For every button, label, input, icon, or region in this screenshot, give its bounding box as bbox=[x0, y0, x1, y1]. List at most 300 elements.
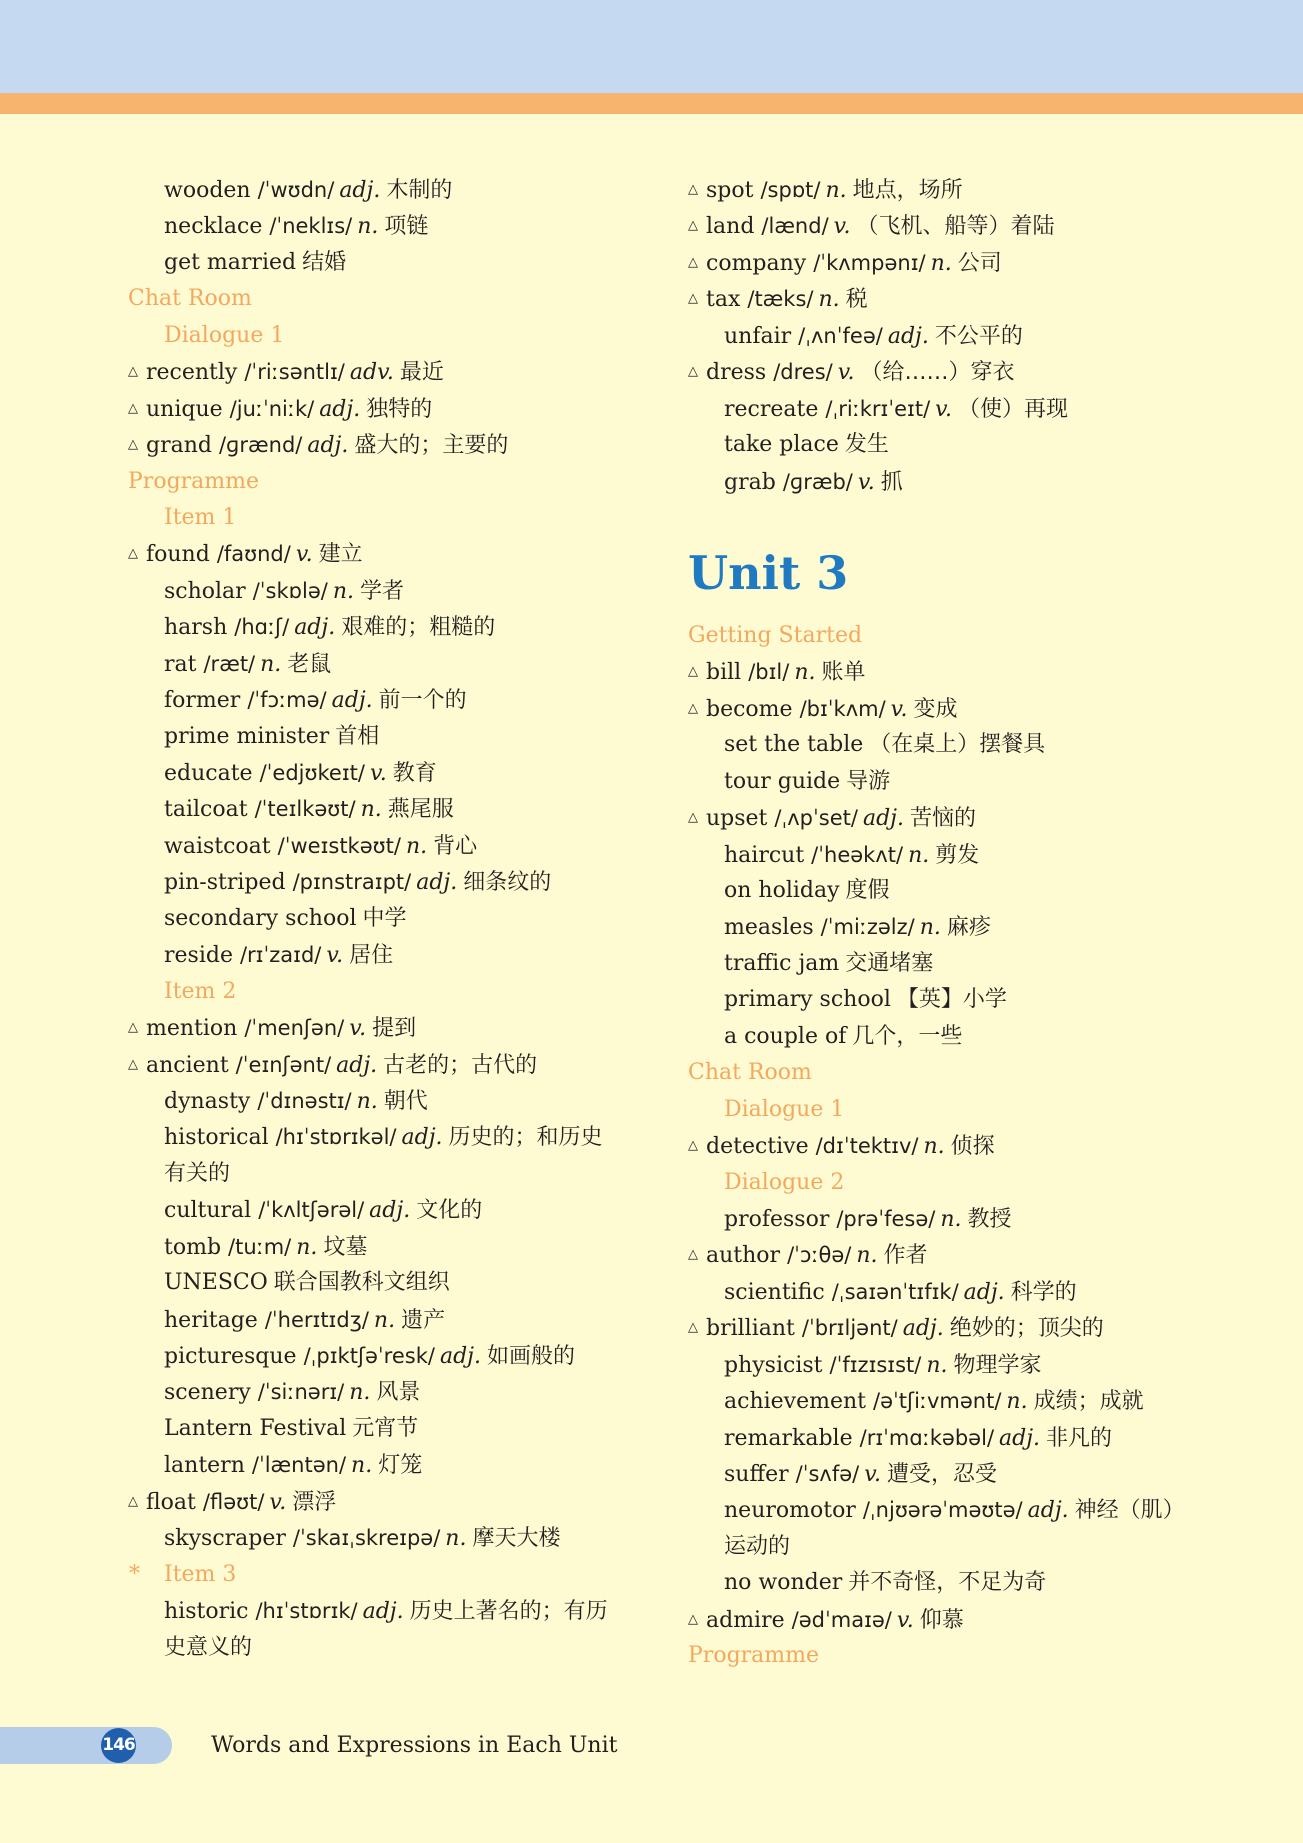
meaning-text: 灯笼 bbox=[378, 1453, 423, 1479]
phonetic: /ˈkʌltʃərəl/ bbox=[258, 1198, 365, 1223]
vocab-word: on holiday bbox=[724, 878, 840, 903]
triangle-marker: △ bbox=[688, 364, 698, 380]
vocab-word: haircut bbox=[724, 842, 805, 868]
section-label: Programme bbox=[128, 468, 260, 494]
header-stripe bbox=[0, 93, 1303, 114]
vocab-entry bbox=[688, 1602, 1188, 1638]
vocab-entry bbox=[128, 1374, 638, 1410]
triangle-marker: △ bbox=[688, 1320, 698, 1336]
vocab-entry bbox=[128, 1010, 638, 1046]
vocab-word: professor bbox=[724, 1206, 830, 1232]
phonetic: /ˌriːkrɪˈeɪt/ bbox=[825, 396, 931, 421]
vocab-entry bbox=[688, 1274, 1188, 1310]
vocab-entry bbox=[688, 208, 1188, 244]
phonetic: /spɒt/ bbox=[760, 178, 821, 202]
phonetic: /hɑːʃ/ bbox=[234, 615, 290, 640]
vocab-entry bbox=[128, 1338, 638, 1374]
phonetic: /ɡrænd/ bbox=[218, 433, 303, 458]
vocab-entry bbox=[128, 1411, 638, 1447]
vocab-entry bbox=[688, 1201, 1188, 1237]
phonetic: /ˈmenʃən/ bbox=[244, 1016, 345, 1041]
phonetic: /pɪnstraɪpt/ bbox=[292, 870, 412, 895]
part-of-speech: adj. bbox=[319, 396, 361, 422]
phonetic: /ˈedjʊkeɪt/ bbox=[259, 761, 365, 785]
vocab-entry bbox=[128, 1119, 638, 1155]
entry-continuation bbox=[128, 1630, 638, 1666]
vocab-word: admire bbox=[706, 1607, 785, 1633]
meaning-text: 风景 bbox=[376, 1380, 421, 1406]
section-heading bbox=[688, 1638, 1188, 1674]
meaning-text: 不公平的 bbox=[934, 323, 1023, 349]
part-of-speech: n. bbox=[825, 178, 847, 203]
meaning-text: 项链 bbox=[384, 214, 429, 240]
meaning-text: 度假 bbox=[845, 878, 890, 903]
part-of-speech: n. bbox=[856, 1243, 878, 1269]
meaning-text: 交通堵塞 bbox=[845, 950, 934, 976]
vocab-word: lantern bbox=[164, 1453, 245, 1479]
vocab-word: scenery bbox=[164, 1380, 251, 1406]
vocab-word: cultural bbox=[164, 1198, 252, 1224]
meaning-text: （给……）穿衣 bbox=[860, 360, 1015, 386]
vocab-entry bbox=[128, 937, 638, 973]
meaning-text: 最近 bbox=[399, 360, 444, 386]
phonetic: /dɪˈtektɪv/ bbox=[815, 1134, 919, 1159]
phonetic: /ˈheəkʌt/ bbox=[811, 842, 904, 867]
vocab-word: become bbox=[706, 696, 793, 722]
part-of-speech: adj. bbox=[369, 1198, 411, 1224]
vocab-word: company bbox=[706, 250, 807, 276]
part-of-speech: n. bbox=[357, 214, 379, 240]
section-label: Item 2 bbox=[164, 978, 237, 1004]
vocab-word: set the table bbox=[724, 732, 864, 758]
meaning-text: 绝妙的；顶尖的 bbox=[949, 1316, 1104, 1342]
part-of-speech: n. bbox=[360, 797, 382, 823]
part-of-speech: v. bbox=[326, 943, 344, 969]
vocab-word: no wonder bbox=[724, 1570, 843, 1596]
vocab-word: harsh bbox=[164, 615, 228, 641]
vocab-word: pin-striped bbox=[164, 870, 286, 896]
entry-continuation bbox=[128, 1156, 638, 1192]
meaning-text: 老鼠 bbox=[287, 651, 332, 677]
vocab-entry bbox=[688, 909, 1188, 945]
entry-continuation bbox=[688, 1529, 1188, 1565]
phonetic: /ˌpɪktʃəˈresk/ bbox=[303, 1344, 435, 1368]
phonetic: /lænd/ bbox=[761, 214, 829, 239]
vocab-word: unique bbox=[146, 396, 223, 422]
triangle-marker: △ bbox=[688, 1247, 698, 1263]
part-of-speech: n. bbox=[794, 660, 816, 686]
phonetic: /ˌsaɪənˈtɪfɪk/ bbox=[831, 1279, 959, 1304]
part-of-speech: n. bbox=[351, 1453, 373, 1479]
vocab-word: grand bbox=[146, 433, 212, 459]
footer-title: Words and Expressions in Each Unit bbox=[211, 1733, 618, 1758]
vocab-entry bbox=[128, 1083, 638, 1119]
part-of-speech: n. bbox=[296, 1234, 318, 1260]
meaning-text: 结婚 bbox=[302, 249, 347, 275]
phonetic: /ˈriːsəntlɪ/ bbox=[244, 360, 345, 385]
meaning-text: 建立 bbox=[318, 542, 363, 568]
triangle-marker: △ bbox=[128, 546, 138, 562]
vocab-word: found bbox=[146, 542, 210, 568]
right-column bbox=[688, 172, 1188, 1675]
vocab-word: land bbox=[706, 214, 755, 240]
phonetic: /ˈlæntən/ bbox=[251, 1453, 347, 1478]
part-of-speech: v. bbox=[935, 396, 952, 422]
vocab-entry bbox=[688, 1383, 1188, 1419]
meaning-text: 文化的 bbox=[416, 1198, 483, 1224]
vocab-entry bbox=[688, 172, 1188, 208]
triangle-marker: △ bbox=[128, 437, 138, 453]
part-of-speech: v. bbox=[896, 1607, 914, 1633]
vocab-entry bbox=[688, 946, 1188, 982]
part-of-speech: adj. bbox=[362, 1599, 404, 1625]
vocab-entry bbox=[688, 1565, 1188, 1601]
meaning-text: 学者 bbox=[360, 578, 405, 604]
phonetic: /ədˈmaɪə/ bbox=[791, 1607, 892, 1632]
phonetic: /ˈfɔːmə/ bbox=[247, 688, 327, 713]
phonetic: /ˈfɪzɪsɪst/ bbox=[829, 1352, 922, 1377]
vocab-word: tax bbox=[706, 287, 741, 313]
phonetic: /tuːm/ bbox=[228, 1234, 292, 1259]
part-of-speech: adj. bbox=[336, 1052, 378, 1078]
meaning-text: 居住 bbox=[349, 943, 394, 969]
triangle-marker: △ bbox=[688, 664, 698, 680]
section-heading bbox=[128, 1557, 638, 1593]
meaning-text: 变成 bbox=[913, 696, 958, 722]
meaning-text: 苦恼的 bbox=[909, 806, 976, 832]
part-of-speech: n. bbox=[349, 1380, 371, 1406]
section-label: Programme bbox=[688, 1643, 820, 1669]
part-of-speech: n. bbox=[405, 833, 428, 859]
vocab-word: scholar bbox=[164, 578, 246, 604]
vocab-entry bbox=[128, 172, 638, 208]
meaning-text: 税 bbox=[845, 287, 868, 313]
vocab-word: neuromotor bbox=[724, 1498, 856, 1524]
meaning-text: 历史的；和历史 bbox=[448, 1125, 603, 1151]
part-of-speech: adj. bbox=[416, 870, 458, 896]
meaning-text: 抓 bbox=[880, 469, 903, 495]
vocab-entry bbox=[688, 427, 1188, 463]
part-of-speech: n. bbox=[923, 1134, 945, 1160]
phonetic: /hɪˈstɒrɪk/ bbox=[255, 1599, 358, 1624]
vocab-word: take place bbox=[724, 432, 839, 458]
phonetic: /ˌnjʊərəˈməʊtə/ bbox=[862, 1498, 1023, 1523]
footer-tab bbox=[0, 1727, 172, 1764]
page-number: 146 bbox=[101, 1728, 136, 1763]
vocab-word: get married bbox=[164, 249, 297, 275]
meaning-text: 背心 bbox=[433, 833, 478, 859]
part-of-speech: n. bbox=[919, 915, 941, 941]
vocab-entry bbox=[688, 727, 1188, 763]
vocab-entry bbox=[128, 1265, 638, 1301]
part-of-speech: adj. bbox=[439, 1344, 481, 1369]
vocab-entry bbox=[688, 1492, 1188, 1528]
part-of-speech: adj. bbox=[902, 1316, 944, 1342]
triangle-marker: △ bbox=[128, 1056, 138, 1072]
meaning-text: 遭受，忍受 bbox=[887, 1462, 998, 1487]
phonetic: /bɪl/ bbox=[748, 660, 790, 685]
vocab-entry bbox=[128, 1229, 638, 1265]
meaning-text: 几个，一些 bbox=[852, 1023, 963, 1049]
meaning-text: 导游 bbox=[846, 768, 891, 794]
triangle-marker: △ bbox=[128, 400, 138, 416]
part-of-speech: v. bbox=[269, 1489, 287, 1515]
phonetic: /ˈɔːθə/ bbox=[787, 1243, 852, 1268]
meaning-text: 发生 bbox=[844, 432, 889, 458]
vocab-entry bbox=[128, 536, 638, 572]
vocab-entry bbox=[128, 1302, 638, 1338]
phonetic: /hɪˈstɒrɪkəl/ bbox=[275, 1125, 397, 1150]
vocab-word: recreate bbox=[724, 396, 819, 422]
triangle-marker: △ bbox=[688, 700, 698, 716]
meaning-text: 侦探 bbox=[950, 1134, 995, 1160]
part-of-speech: n. bbox=[818, 287, 840, 313]
part-of-speech: adj. bbox=[1027, 1498, 1069, 1524]
meaning-text: 细条纹的 bbox=[463, 870, 552, 896]
vocab-entry bbox=[688, 464, 1188, 500]
triangle-marker: △ bbox=[128, 1020, 138, 1036]
vocab-word: dynasty bbox=[164, 1088, 251, 1114]
vocab-entry bbox=[128, 609, 638, 645]
triangle-marker: △ bbox=[688, 291, 698, 307]
vocab-entry bbox=[688, 654, 1188, 690]
phonetic: /ˈdɪnəstɪ/ bbox=[257, 1088, 352, 1113]
phonetic: /ɡræb/ bbox=[782, 469, 853, 494]
vocab-word: suffer bbox=[724, 1462, 789, 1487]
vocab-word: recently bbox=[146, 360, 238, 386]
phonetic: /ræt/ bbox=[203, 651, 256, 676]
vocab-word: float bbox=[146, 1489, 196, 1515]
meaning-text: 首相 bbox=[335, 723, 380, 749]
section-label: Item 3 bbox=[164, 1561, 237, 1587]
meaning-text: （飞机、船等）着陆 bbox=[856, 214, 1055, 240]
vocab-word: ancient bbox=[146, 1052, 229, 1078]
vocab-entry bbox=[128, 719, 638, 755]
phonetic: /ˈbrɪljənt/ bbox=[801, 1316, 898, 1341]
vocab-entry bbox=[128, 354, 638, 390]
part-of-speech: v. bbox=[349, 1016, 367, 1042]
meaning-text: 教授 bbox=[967, 1206, 1012, 1232]
part-of-speech: v. bbox=[864, 1462, 882, 1487]
vocab-entry bbox=[128, 245, 638, 281]
vocab-entry bbox=[688, 764, 1188, 800]
meaning-text: 坟墓 bbox=[323, 1234, 368, 1260]
phonetic: /ˈsʌfə/ bbox=[795, 1462, 860, 1486]
vocab-word: upset bbox=[706, 806, 768, 832]
meaning-text: 神经（肌） bbox=[1074, 1498, 1185, 1524]
phonetic: /bɪˈkʌm/ bbox=[799, 696, 886, 721]
meaning-text: 地点，场所 bbox=[852, 178, 963, 203]
vocab-word: grab bbox=[724, 469, 776, 495]
section-label: Dialogue 2 bbox=[724, 1169, 845, 1195]
section-heading bbox=[688, 618, 1188, 654]
vocab-word: unfair bbox=[724, 323, 792, 349]
phonetic: /ˈmiːzəlz/ bbox=[820, 915, 915, 940]
meaning-text: 漂浮 bbox=[292, 1489, 337, 1515]
vocab-entry bbox=[128, 573, 638, 609]
vocab-entry bbox=[128, 682, 638, 718]
meaning-text: 提到 bbox=[372, 1016, 417, 1042]
phonetic: /prəˈfesə/ bbox=[836, 1206, 936, 1231]
part-of-speech: adj. bbox=[963, 1279, 1005, 1305]
part-of-speech: adj. bbox=[999, 1425, 1041, 1451]
vocab-entry bbox=[688, 837, 1188, 873]
vocab-word: secondary school bbox=[164, 905, 357, 931]
vocab-entry bbox=[688, 691, 1188, 727]
vocab-word: a couple of bbox=[724, 1023, 847, 1049]
part-of-speech: adj. bbox=[294, 615, 336, 641]
vocab-entry bbox=[128, 1593, 638, 1629]
vocab-word: tailcoat bbox=[164, 797, 248, 823]
vocab-entry bbox=[128, 1484, 638, 1520]
vocab-entry bbox=[128, 646, 638, 682]
phonetic: /faʊnd/ bbox=[216, 542, 291, 567]
phonetic: /ˈwʊdn/ bbox=[257, 178, 335, 202]
phonetic: /ˌʌpˈset/ bbox=[774, 806, 858, 831]
part-of-speech: v. bbox=[890, 696, 908, 722]
part-of-speech: n. bbox=[908, 842, 930, 868]
triangle-marker: △ bbox=[688, 1138, 698, 1154]
phonetic: /rɪˈzaɪd/ bbox=[239, 943, 322, 968]
vocab-word: waistcoat bbox=[164, 833, 271, 859]
vocab-entry bbox=[128, 901, 638, 937]
triangle-marker: △ bbox=[688, 1611, 698, 1627]
meaning-text: 历史上著名的；有历 bbox=[409, 1599, 608, 1625]
meaning-text: 中学 bbox=[362, 905, 407, 931]
vocab-word: reside bbox=[164, 943, 233, 969]
meaning-text: 并不奇怪，不足为奇 bbox=[848, 1570, 1047, 1596]
vocab-entry bbox=[688, 245, 1188, 281]
phonetic: /ˈskaɪˌskreɪpə/ bbox=[292, 1526, 441, 1551]
vocab-entry bbox=[128, 1447, 638, 1483]
part-of-speech: adv. bbox=[349, 360, 394, 386]
vocab-entry bbox=[128, 391, 638, 427]
vocab-word: UNESCO bbox=[164, 1270, 268, 1296]
vocab-word: tour guide bbox=[724, 768, 841, 794]
vocab-word: necklace bbox=[164, 214, 263, 240]
section-heading bbox=[128, 500, 638, 536]
part-of-speech: v. bbox=[369, 761, 387, 786]
part-of-speech: n. bbox=[332, 578, 354, 604]
meaning-text: 盛大的；主要的 bbox=[354, 433, 509, 459]
meaning-text: 联合国教科文组织 bbox=[273, 1270, 450, 1296]
part-of-speech: n. bbox=[926, 1352, 948, 1378]
section-label: Chat Room bbox=[688, 1060, 812, 1086]
part-of-speech: n. bbox=[940, 1206, 962, 1232]
part-of-speech: v. bbox=[833, 214, 851, 240]
part-of-speech: n. bbox=[445, 1526, 467, 1552]
header-band bbox=[0, 0, 1303, 93]
vocab-entry bbox=[688, 318, 1188, 354]
meaning-text: 独特的 bbox=[366, 396, 433, 422]
vocab-entry bbox=[688, 281, 1188, 317]
vocab-entry bbox=[688, 982, 1188, 1018]
part-of-speech: adj. bbox=[862, 806, 904, 832]
part-of-speech: n. bbox=[260, 651, 282, 677]
meaning-text: 朝代 bbox=[383, 1088, 428, 1114]
meaning-text: 【英】小学 bbox=[896, 987, 1007, 1013]
vocab-word: wooden bbox=[164, 178, 251, 203]
vocab-word: heritage bbox=[164, 1307, 258, 1333]
part-of-speech: adj. bbox=[401, 1125, 443, 1151]
vocab-entry bbox=[128, 427, 638, 463]
vocab-entry bbox=[688, 1237, 1188, 1273]
section-heading bbox=[128, 318, 638, 354]
meaning-text: 遗产 bbox=[401, 1307, 446, 1333]
vocab-word: brilliant bbox=[706, 1316, 795, 1342]
meaning-text: 如画般的 bbox=[486, 1344, 575, 1369]
vocab-entry bbox=[688, 1310, 1188, 1346]
vocab-entry bbox=[128, 1192, 638, 1228]
part-of-speech: adj. bbox=[307, 433, 349, 459]
vocab-entry bbox=[128, 1047, 638, 1083]
triangle-marker: △ bbox=[128, 1493, 138, 1509]
phonetic: /rɪˈmɑːkəbəl/ bbox=[859, 1425, 995, 1450]
unit-heading: Unit 3 bbox=[688, 545, 849, 600]
vocab-entry bbox=[128, 755, 638, 791]
vocab-entry bbox=[688, 800, 1188, 836]
vocab-word: spot bbox=[706, 178, 754, 203]
vocab-entry bbox=[688, 1019, 1188, 1055]
vocab-entry bbox=[688, 1456, 1188, 1492]
meaning-text: 史意义的 bbox=[164, 1634, 253, 1660]
meaning-text: 教育 bbox=[392, 761, 437, 786]
phonetic: /tæks/ bbox=[747, 287, 814, 312]
section-heading bbox=[128, 464, 638, 500]
vocab-word: primary school bbox=[724, 987, 891, 1013]
section-label: Dialogue 1 bbox=[164, 322, 285, 348]
meaning-text: 艰难的；粗糙的 bbox=[341, 615, 496, 641]
left-column bbox=[128, 172, 638, 1666]
vocab-word: Lantern Festival bbox=[164, 1415, 347, 1441]
vocab-entry bbox=[128, 208, 638, 244]
meaning-text: 科学的 bbox=[1010, 1279, 1077, 1305]
phonetic: /ˈkʌmpənɪ/ bbox=[813, 250, 926, 275]
vocab-word: scientific bbox=[724, 1279, 825, 1305]
section-label: Getting Started bbox=[688, 622, 863, 648]
phonetic: /ˈsiːnərɪ/ bbox=[257, 1380, 345, 1405]
section-heading bbox=[688, 1092, 1188, 1128]
vocab-entry bbox=[688, 354, 1188, 390]
meaning-text: 摩天大楼 bbox=[472, 1526, 561, 1552]
phonetic: /ˈherɪtɪdʒ/ bbox=[264, 1307, 369, 1332]
vocab-word: historical bbox=[164, 1125, 269, 1151]
vocab-word: rat bbox=[164, 651, 197, 677]
vocab-entry bbox=[688, 1128, 1188, 1164]
triangle-marker: △ bbox=[688, 182, 698, 197]
phonetic: /ˈneklɪs/ bbox=[269, 214, 353, 239]
vocab-word: physicist bbox=[724, 1352, 823, 1378]
meaning-text: 物理学家 bbox=[953, 1352, 1042, 1378]
part-of-speech: v. bbox=[857, 469, 875, 495]
meaning-text: 元宵节 bbox=[352, 1415, 419, 1441]
vocab-entry bbox=[128, 1520, 638, 1556]
meaning-text: （使）再现 bbox=[957, 396, 1068, 422]
meaning-text: 成绩；成就 bbox=[1033, 1389, 1144, 1415]
phonetic: /ˈteɪlkəʊt/ bbox=[254, 797, 356, 822]
vocab-word: measles bbox=[724, 915, 814, 941]
phonetic: /ˌʌnˈfeə/ bbox=[798, 323, 883, 348]
vocab-word: historic bbox=[164, 1599, 249, 1625]
phonetic: /fləʊt/ bbox=[202, 1489, 265, 1514]
meaning-text: 麻疹 bbox=[946, 915, 991, 941]
vocab-word: picturesque bbox=[164, 1344, 297, 1369]
meaning-text: 非凡的 bbox=[1046, 1425, 1113, 1451]
optional-marker: * bbox=[129, 1561, 140, 1587]
vocab-word: detective bbox=[706, 1134, 809, 1160]
vocab-entry bbox=[128, 828, 638, 864]
meaning-text: 公司 bbox=[957, 250, 1002, 276]
